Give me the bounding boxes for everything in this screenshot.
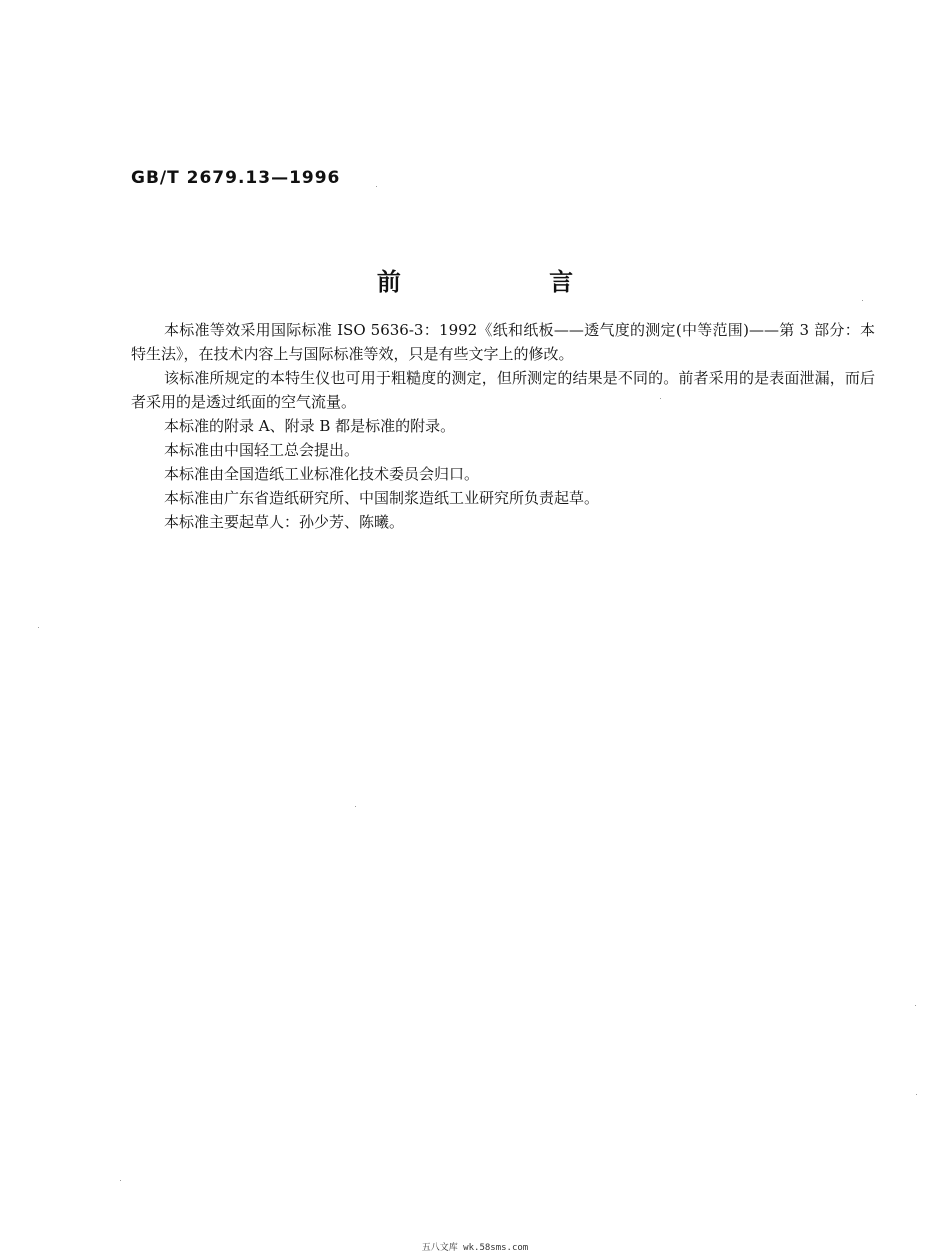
- scan-speck: [862, 300, 863, 301]
- paragraph-proposer: 本标准由中国轻工总会提出。: [164, 441, 360, 459]
- paragraph-drafters: 本标准主要起草人：孙少芳、陈曦。: [164, 513, 405, 531]
- scan-speck: [915, 1005, 916, 1006]
- scan-speck: [355, 806, 356, 807]
- scan-speck: [660, 398, 661, 399]
- paragraph-annex: 本标准的附录 A、附录 B 都是标准的附录。: [164, 417, 456, 435]
- scan-speck: [38, 627, 39, 628]
- scan-speck: [916, 1094, 917, 1095]
- foreword-body: [131, 318, 875, 534]
- paragraph-committee: 本标准由全国造纸工业标准化技术委员会归口。: [164, 465, 480, 483]
- scan-speck: [376, 186, 377, 187]
- footer-watermark: 五八文库 wk.58sms.com: [421, 1243, 529, 1253]
- page-title: 前 言: [376, 268, 644, 296]
- paragraph-drafting-org: 本标准由广东省造纸研究所、中国制浆造纸工业研究所负责起草。: [164, 489, 600, 507]
- standard-number: GB/T 2679.13—1996: [131, 168, 341, 188]
- paragraph-adoption: 本标准等效采用国际标准 ISO 5636-3：1992《纸和纸板——透气度的测定(中等范围)——第 3 部分：本特生法》，在技术内容上与国际标准等效，只是有些文字上的修改。: [131, 321, 875, 363]
- paragraph-instrument: 该标准所规定的本特生仪也可用于粗糙度的测定，但所测定的结果是不同的。前者采用的是表面泄漏，而后者采用的是透过纸面的空气流量。: [131, 369, 875, 411]
- scan-speck: [120, 1180, 121, 1181]
